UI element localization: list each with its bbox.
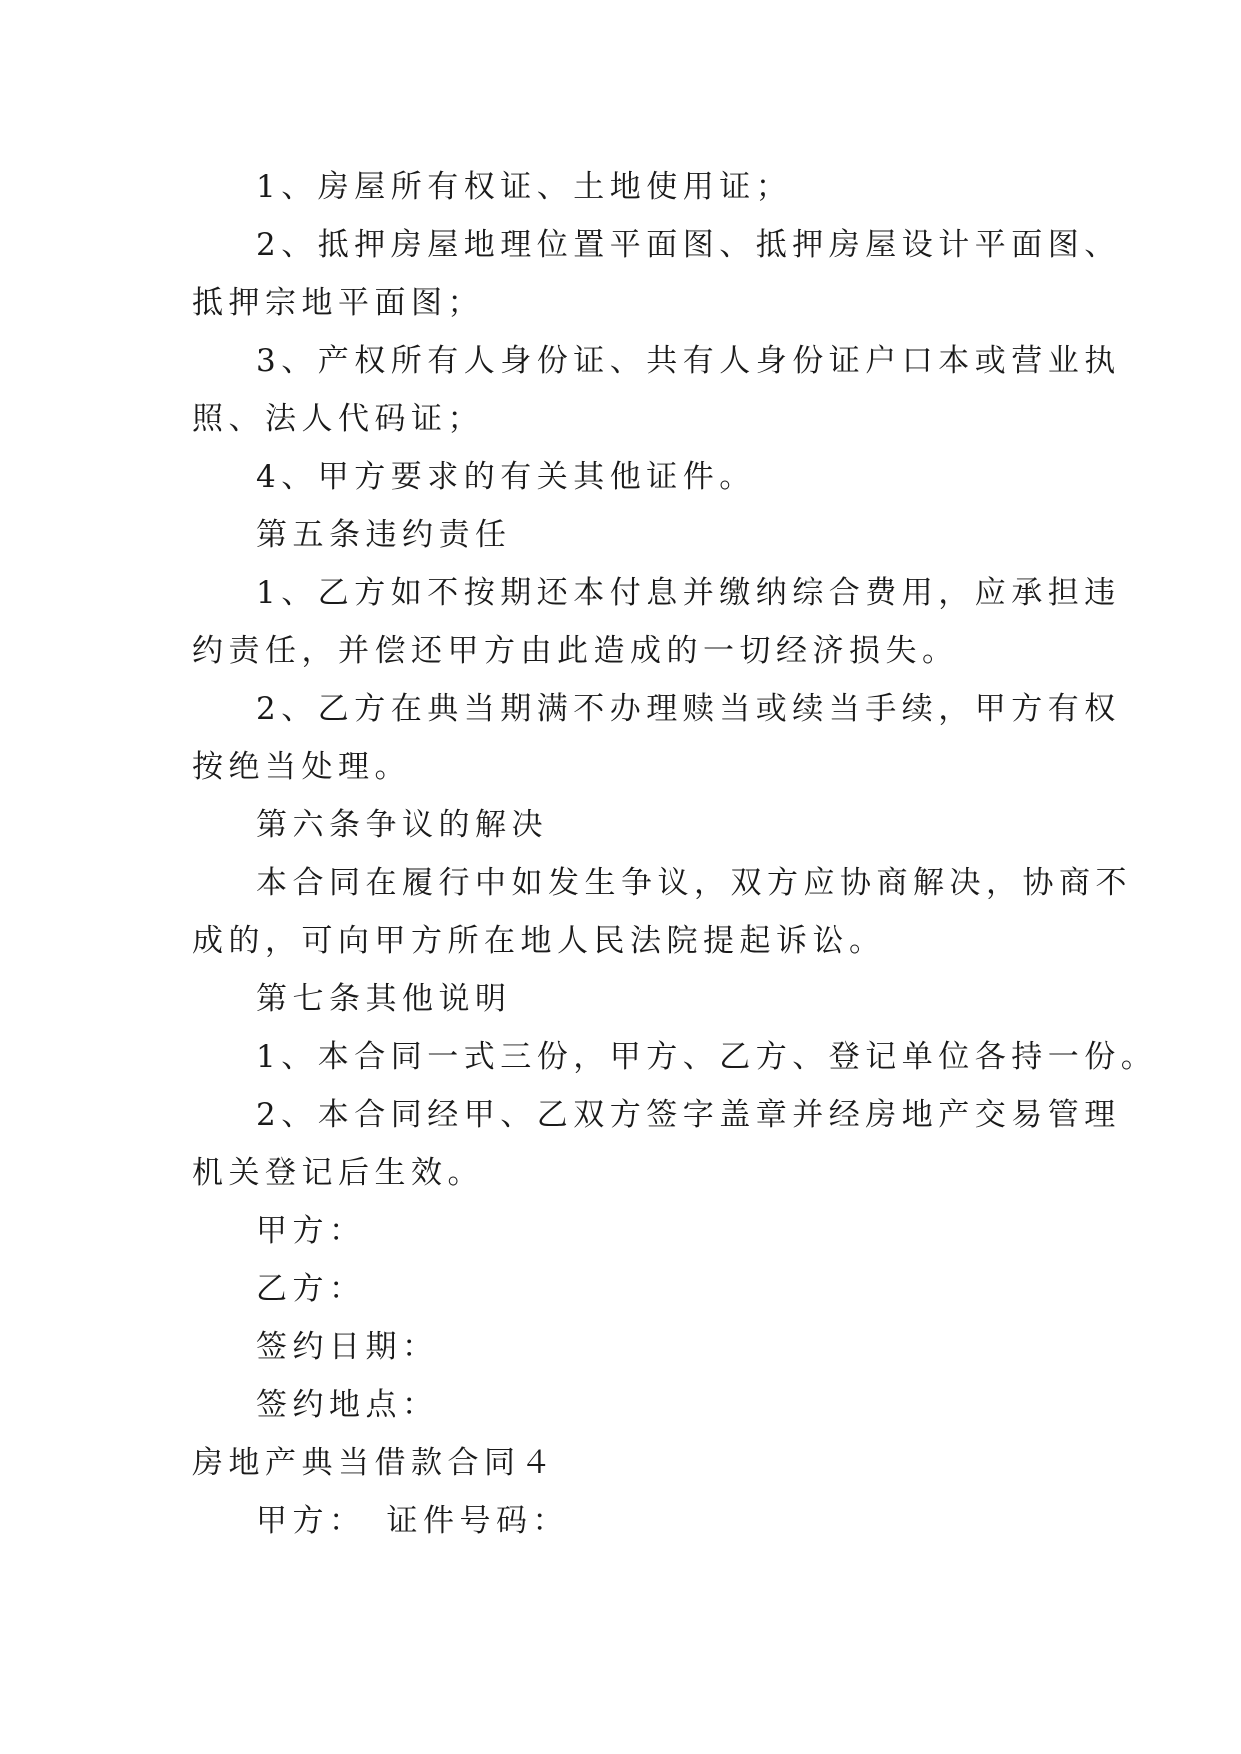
breach-clause-2-continued: 按绝当处理。 <box>192 749 411 785</box>
signing-place-label: 签约地点： <box>256 1387 439 1423</box>
item-ownership-certificates: 1、房屋所有权证、土地使用证； <box>256 169 793 205</box>
signing-date-label: 签约日期： <box>256 1329 439 1365</box>
document-body <box>192 158 1158 1550</box>
article-five-heading: 第五条违约责任 <box>256 517 512 553</box>
article-six-heading: 第六条争议的解决 <box>256 807 548 843</box>
item-plans: 2、抵押房屋地理位置平面图、抵押房屋设计平面图、 <box>256 227 1121 263</box>
other-clause-1: 1、本合同一式三份，甲方、乙方、登记单位各持一份。 <box>256 1039 1158 1075</box>
item-identity-documents-continued: 照、法人代码证； <box>192 401 484 437</box>
dispute-clause-continued: 成的，可向甲方所在地人民法院提起诉讼。 <box>192 923 886 959</box>
other-clause-2: 2、本合同经甲、乙双方签字盖章并经房地产交易管理 <box>256 1097 1121 1133</box>
item-plans-continued: 抵押宗地平面图； <box>192 285 484 321</box>
contract-title: 房地产典当借款合同４ <box>192 1445 557 1481</box>
breach-clause-2: 2、乙方在典当期满不办理赎当或续当手续，甲方有权 <box>256 691 1121 727</box>
item-identity-documents: 3、产权所有人身份证、共有人身份证户口本或营业执 <box>256 343 1121 379</box>
breach-clause-1-continued: 约责任，并偿还甲方由此造成的一切经济损失。 <box>192 633 959 669</box>
dispute-clause: 本合同在履行中如发生争议，双方应协商解决，协商不 <box>256 865 1132 901</box>
breach-clause-1: 1、乙方如不按期还本付息并缴纳综合费用，应承担违 <box>256 575 1121 611</box>
party-a-id-label: 甲方： 证件号码： <box>256 1503 569 1539</box>
party-a-label: 甲方： <box>256 1213 366 1249</box>
article-seven-heading: 第七条其他说明 <box>256 981 512 1017</box>
item-other-documents: 4、甲方要求的有关其他证件。 <box>256 459 756 495</box>
other-clause-2-continued: 机关登记后生效。 <box>192 1155 484 1191</box>
party-b-label: 乙方： <box>256 1271 366 1307</box>
